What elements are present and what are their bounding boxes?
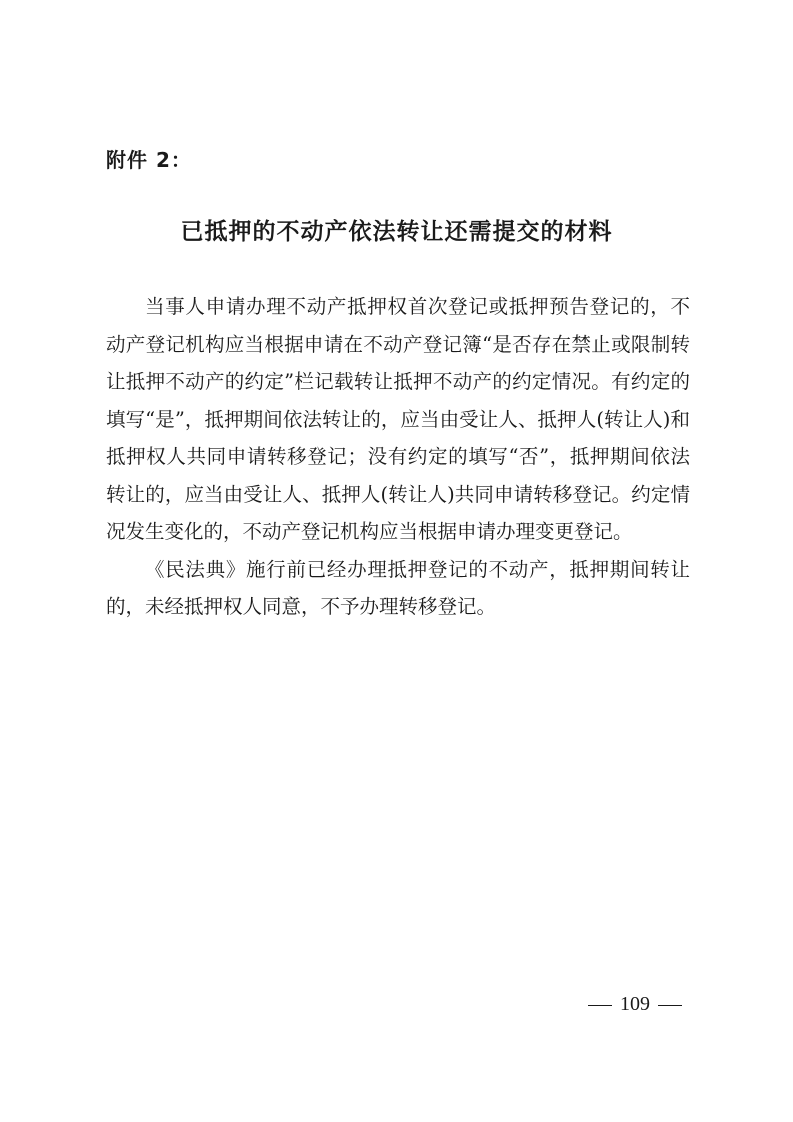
document-title: 已抵押的不动产依法转让还需提交的材料 — [180, 219, 613, 245]
page-footer — [0, 990, 690, 1018]
left-dash — [588, 1005, 612, 1006]
right-dash — [658, 1005, 682, 1006]
attachment-label: 附件 2： — [106, 148, 192, 172]
document-body — [106, 288, 690, 626]
body-paragraph: 《民法典》施行前已经办理抵押登记的不动产，抵押期间转让的，未经抵押权人同意，不予办理转移登记。 — [106, 557, 690, 618]
page-number: 109 — [620, 993, 650, 1015]
body-paragraph: 当事人申请办理不动产抵押权首次登记或抵押预告登记的，不动产登记机构应当根据申请在不动产登记簿“是否存在禁止或限制转让抵押不动产的约定”栏记载转让抵押不动产的约定情况。有约定的填写“是”，抵押期间依法转让的，应当由受让人、抵押人(转让人)和抵押权人共同申请转移登记；没有约定的填写“否”，抵押期间依法转让的，应当由受让人、抵押人(转让人)共同申请转移登记。约定情况发生变化的，不动产登记机构应当根据申请办理变更登记。 — [106, 295, 690, 543]
